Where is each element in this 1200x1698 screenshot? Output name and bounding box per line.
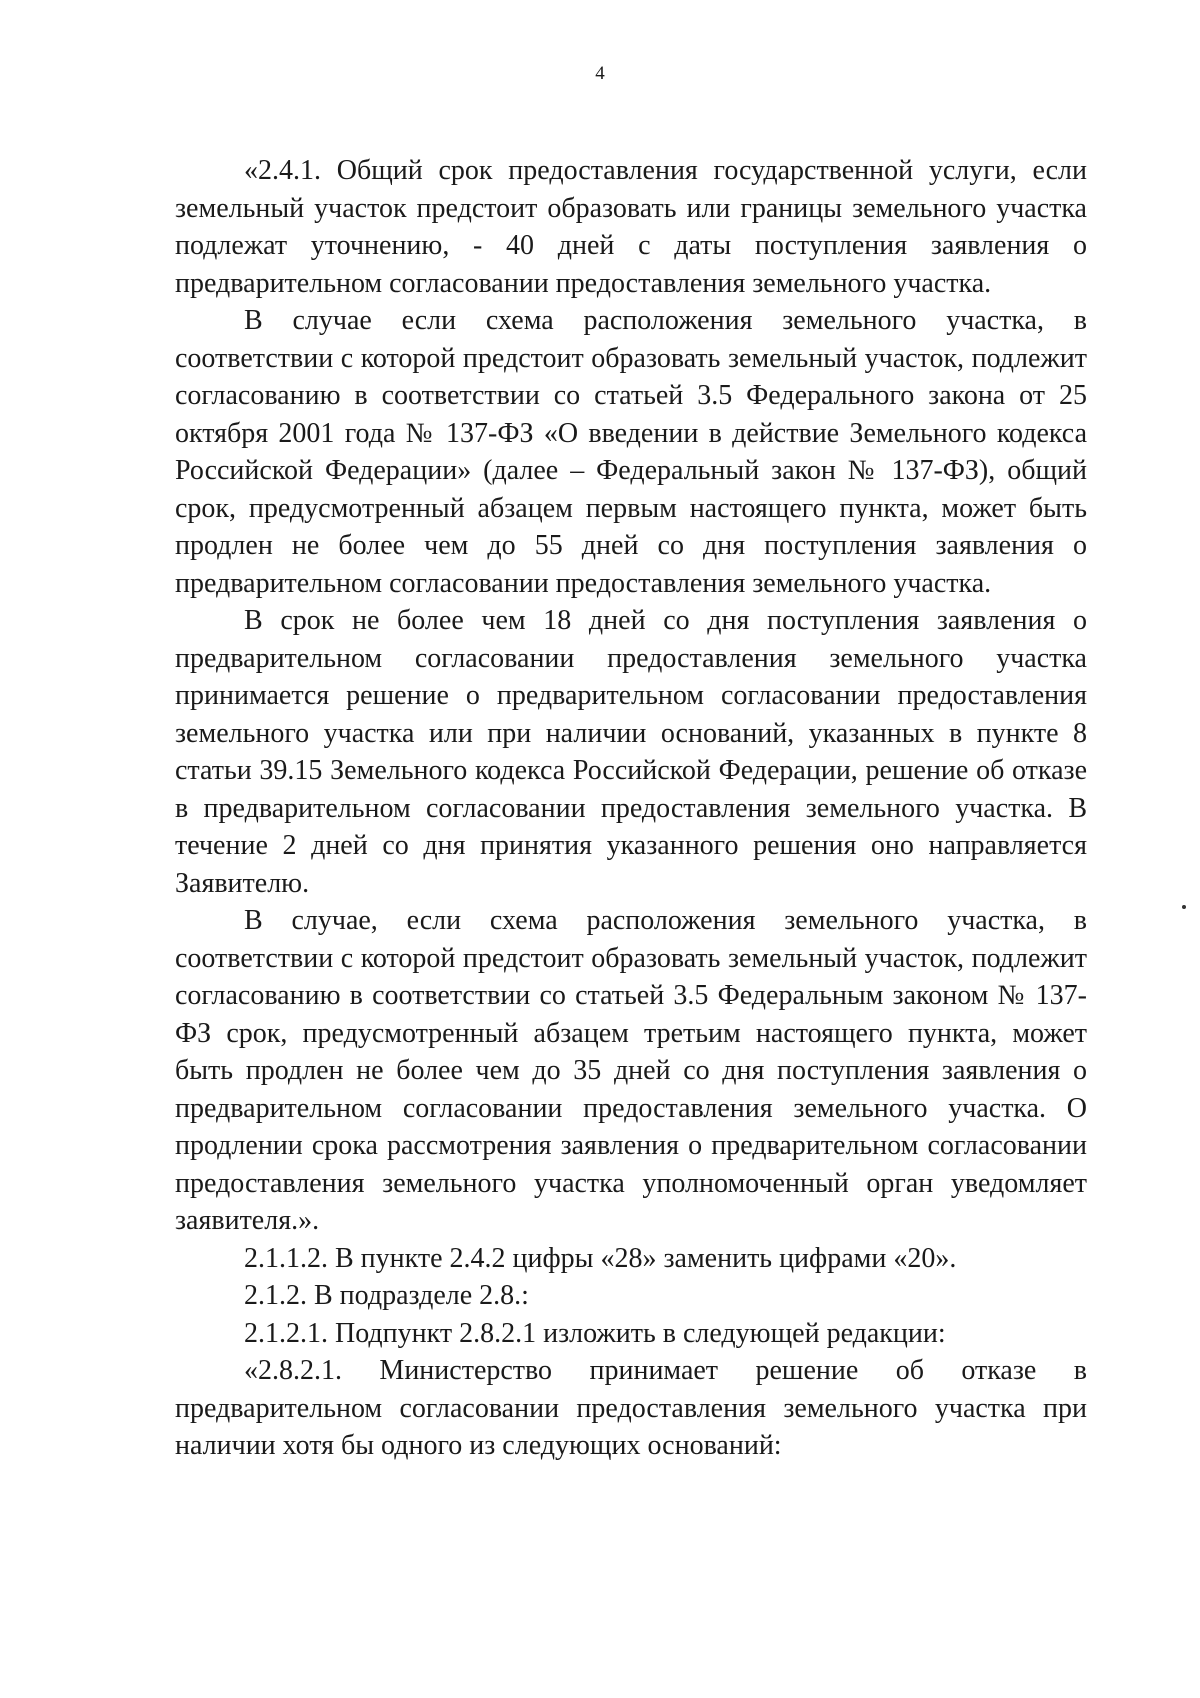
paragraph: 2.1.1.2. В пункте 2.4.2 цифры «28» заменить цифрами «20». [244, 1242, 957, 1274]
paragraph: 2.1.2.1. Подпункт 2.8.2.1 изложить в следующей редакции: [244, 1317, 946, 1349]
document-body [175, 152, 1087, 1465]
page-number: 4 [595, 63, 605, 84]
paragraph: В срок не более чем 18 дней со дня поступления заявления о предварительном согласовании предоставления земельного участка принимается решение о предварительном согласовании предоставления земельного участка или при наличии оснований, указанных в пункте 8 статьи 39.15 Земельного кодекса Российской Федерации, решение об отказе в предварительном согласовании предоставления земельного участка. В течение 2 дней со дня принятия указанного решения оно направляется Заявителю. [175, 605, 1087, 899]
paragraph: В случае, если схема расположения земельного участка, в соответствии с которой предстоит образовать земельный участок, подлежит согласованию в соответствии со статьей 3.5 Федеральным законом № 137-ФЗ срок, предусмотренный абзацем третьим настоящего пункта, может быть продлен не более чем до 35 дней со дня поступления заявления о предварительном согласовании предоставления земельного участка. О продлении срока рассмотрения заявления о предварительном согласовании предоставления земельного участка уполномоченный орган уведомляет заявителя.». [175, 905, 1087, 1236]
paragraph: 2.1.2. В подразделе 2.8.: [244, 1280, 529, 1311]
paragraph: «2.8.2.1. Министерство принимает решение об отказе в предварительном согласовании предоставления земельного участка при наличии хотя бы одного из следующих оснований: [175, 1355, 1087, 1461]
paragraph: В случае если схема расположения земельного участка, в соответствии с которой предстоит образовать земельный участок, подлежит согласованию в соответствии со статьей 3.5 Федерального закона от 25 октября 2001 года № 137-ФЗ «О введении в действие Земельного кодекса Российской Федерации» (далее – Федеральный закон № 137-ФЗ), общий срок, предусмотренный абзацем первым настоящего пункта, может быть продлен не более чем до 55 дней со дня поступления заявления о предварительном согласовании предоставления земельного участка. [175, 305, 1087, 599]
paragraph: «2.4.1. Общий срок предоставления государственной услуги, если земельный участок предстоит образовать или границы земельного участка подлежат уточнению, - 40 дней с даты поступления заявления о предварительном согласовании предоставления земельного участка. [175, 155, 1087, 299]
scan-speck [1182, 905, 1186, 909]
